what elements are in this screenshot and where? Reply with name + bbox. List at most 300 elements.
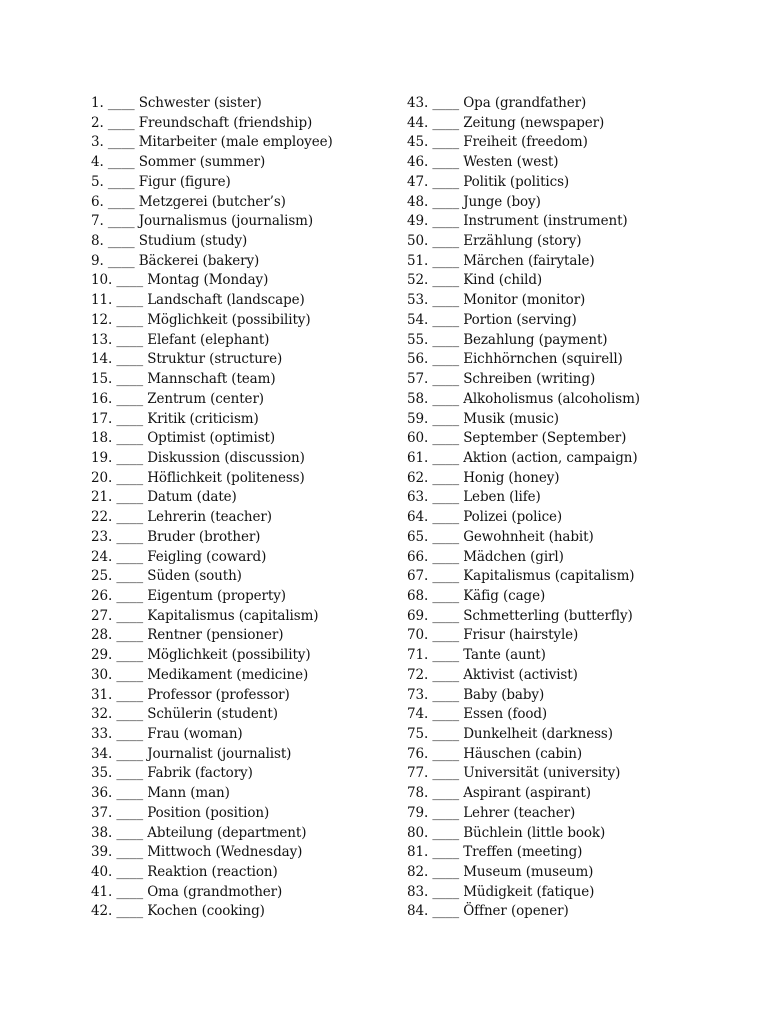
vocab-word: Schwester (sister): [138, 95, 262, 111]
entry-number: 6.: [91, 193, 104, 210]
answer-blank: ____: [107, 252, 135, 269]
vocab-word: Mitarbeiter (male employee): [138, 134, 333, 151]
entry-number: 20.: [91, 469, 113, 486]
entry-number: 70.: [407, 627, 429, 644]
vocab-entry: [407, 725, 640, 745]
entry-number: 2.: [91, 114, 104, 131]
vocab-entry: [407, 271, 640, 291]
vocab-entry: [407, 883, 640, 903]
vocab-word: Süden (south): [147, 568, 242, 585]
entry-number: 82.: [407, 864, 429, 881]
vocab-word: Lehrer (teacher): [463, 804, 576, 821]
answer-blank: ____: [432, 390, 459, 407]
vocab-word: Polizei (police): [463, 509, 563, 526]
answer-blank: ____: [432, 883, 459, 900]
entry-number: 33.: [91, 726, 113, 742]
vocab-word: Eichhörnchen (squirell): [463, 351, 623, 368]
vocab-entry: [91, 291, 333, 311]
entry-number: 23.: [91, 528, 113, 545]
vocab-word: Universität (university): [463, 765, 621, 782]
vocab-entry: [407, 94, 640, 114]
left-column-list: [91, 94, 333, 922]
vocab-entry: [91, 804, 333, 824]
entry-number: 16.: [91, 390, 113, 407]
answer-blank: ____: [116, 509, 143, 526]
vocab-entry: [407, 607, 640, 627]
answer-blank: ____: [107, 233, 135, 250]
vocab-entry: [91, 784, 333, 804]
vocab-word: Mädchen (girl): [463, 548, 564, 565]
answer-blank: ____: [432, 292, 459, 309]
entry-number: 54.: [407, 311, 429, 328]
answer-blank: ____: [116, 469, 143, 486]
vocab-word: Fabrik (factory): [147, 765, 253, 782]
vocab-word: Studium (study): [138, 233, 248, 250]
answer-blank: ____: [107, 213, 135, 230]
answer-blank: ____: [107, 95, 135, 111]
answer-blank: ____: [116, 489, 143, 506]
entry-number: 47.: [407, 173, 429, 190]
vocab-entry: [407, 469, 640, 489]
answer-blank: ____: [116, 292, 143, 309]
vocab-entry: [407, 133, 640, 153]
vocab-word: Aspirant (aspirant): [463, 785, 591, 802]
vocab-entry: [407, 153, 640, 173]
answer-blank: ____: [432, 331, 459, 348]
vocab-word: Kritik (criticism): [147, 410, 259, 427]
answer-blank: ____: [432, 765, 459, 782]
vocab-word: Portion (serving): [463, 311, 577, 328]
answer-blank: ____: [432, 154, 459, 171]
answer-blank: ____: [432, 568, 459, 585]
vocab-entry: [407, 429, 640, 449]
answer-blank: ____: [432, 607, 459, 624]
vocab-word: Montag (Monday): [147, 272, 269, 289]
vocab-entry: [407, 646, 640, 666]
vocab-entry: [407, 784, 640, 804]
vocab-word: Museum (museum): [463, 864, 594, 881]
entry-number: 69.: [407, 607, 429, 624]
vocab-entry: [407, 114, 640, 134]
entry-number: 46.: [407, 154, 429, 171]
entry-number: 84.: [407, 903, 429, 920]
vocab-word: Kapitalismus (capitalism): [463, 568, 635, 585]
vocab-word: Mann (man): [147, 785, 230, 802]
answer-blank: ____: [116, 745, 143, 762]
answer-blank: ____: [432, 272, 459, 289]
vocab-entry: [91, 488, 333, 508]
vocab-entry: [407, 843, 640, 863]
vocab-word: Medikament (medicine): [147, 666, 309, 683]
answer-blank: ____: [432, 666, 459, 683]
vocab-word: Büchlein (little book): [463, 824, 606, 841]
vocab-word: Mannschaft (team): [147, 371, 276, 388]
vocab-entry: [91, 469, 333, 489]
vocab-entry: [407, 173, 640, 193]
vocab-entry: [91, 350, 333, 370]
vocab-word: Sommer (summer): [138, 154, 266, 171]
vocab-word: Zeitung (newspaper): [463, 114, 605, 131]
entry-number: 80.: [407, 824, 429, 841]
entry-number: 56.: [407, 351, 429, 368]
entry-number: 12.: [91, 311, 113, 328]
vocab-word: Metzgerei (butcher’s): [138, 193, 286, 210]
vocab-word: Treffen (meeting): [463, 844, 583, 861]
answer-blank: ____: [432, 745, 459, 762]
entry-number: 58.: [407, 390, 429, 407]
answer-blank: ____: [432, 785, 459, 802]
vocab-entry: [407, 311, 640, 331]
answer-blank: ____: [116, 686, 143, 703]
vocab-entry: [91, 745, 333, 765]
vocab-word: Bruder (brother): [147, 528, 261, 545]
answer-blank: ____: [116, 627, 143, 644]
vocab-entry: [407, 252, 640, 272]
entry-number: 38.: [91, 824, 113, 841]
entry-number: 28.: [91, 627, 113, 644]
vocab-entry: [91, 705, 333, 725]
vocab-word: Journalismus (journalism): [138, 213, 314, 230]
vocab-entry: [91, 429, 333, 449]
vocab-word: Schreiben (writing): [463, 371, 596, 388]
answer-blank: ____: [432, 95, 459, 111]
vocab-word: Aktivist (activist): [463, 666, 578, 683]
vocab-entry: [91, 725, 333, 745]
vocab-word: Frau (woman): [147, 726, 243, 742]
entry-number: 68.: [407, 587, 429, 604]
vocab-entry: [407, 863, 640, 883]
vocab-word: Professor (professor): [147, 686, 290, 703]
answer-blank: ____: [107, 154, 135, 171]
vocab-word: Lehrerin (teacher): [147, 509, 272, 526]
vocab-entry: [91, 843, 333, 863]
vocab-word: Figur (figure): [138, 173, 231, 190]
entry-number: 74.: [407, 706, 429, 723]
vocab-entry: [407, 370, 640, 390]
vocab-word: Schülerin (student): [147, 706, 278, 723]
vocab-entry: [91, 331, 333, 351]
vocab-entry: [91, 902, 333, 922]
entry-number: 62.: [407, 469, 429, 486]
answer-blank: ____: [107, 193, 135, 210]
vocab-word: Häuschen (cabin): [463, 745, 583, 762]
vocab-word: Opa (grandfather): [463, 95, 587, 111]
answer-blank: ____: [116, 666, 143, 683]
answer-blank: ____: [432, 213, 459, 230]
entry-number: 44.: [407, 114, 429, 131]
answer-blank: ____: [116, 883, 143, 900]
answer-blank: ____: [432, 134, 459, 151]
answer-blank: ____: [116, 528, 143, 545]
answer-blank: ____: [116, 726, 143, 742]
vocab-entry: [91, 311, 333, 331]
entry-number: 67.: [407, 568, 429, 585]
vocab-entry: [407, 508, 640, 528]
vocab-word: Musik (music): [463, 410, 559, 427]
entry-number: 49.: [407, 213, 429, 230]
entry-number: 3.: [91, 134, 104, 151]
entry-number: 51.: [407, 252, 429, 269]
entry-number: 50.: [407, 233, 429, 250]
entry-number: 13.: [91, 331, 113, 348]
answer-blank: ____: [116, 785, 143, 802]
vocab-entry: [407, 331, 640, 351]
vocab-entry: [407, 449, 640, 469]
answer-blank: ____: [432, 173, 459, 190]
entry-number: 7.: [91, 213, 104, 230]
vocab-word: Elefant (elephant): [147, 331, 270, 348]
entry-number: 15.: [91, 371, 113, 388]
entry-number: 8.: [91, 233, 104, 250]
entry-number: 72.: [407, 666, 429, 683]
vocab-entry: [407, 764, 640, 784]
vocab-word: Gewohnheit (habit): [463, 528, 594, 545]
vocab-entry: [91, 607, 333, 627]
vocab-word: Erzählung (story): [463, 233, 582, 250]
vocab-entry: [407, 567, 640, 587]
vocab-entry: [91, 271, 333, 291]
vocab-entry: [91, 370, 333, 390]
answer-blank: ____: [116, 272, 143, 289]
vocab-word: Möglichkeit (possibility): [147, 647, 311, 664]
answer-blank: ____: [432, 193, 459, 210]
vocab-word: Struktur (structure): [147, 351, 283, 368]
vocab-entry: [91, 626, 333, 646]
entry-number: 39.: [91, 844, 113, 861]
entry-number: 5.: [91, 173, 104, 190]
entry-number: 32.: [91, 706, 113, 723]
answer-blank: ____: [432, 449, 459, 466]
answer-blank: ____: [116, 410, 143, 427]
entry-number: 19.: [91, 449, 113, 466]
entry-number: 40.: [91, 864, 113, 881]
vocab-entry: [407, 902, 640, 922]
vocab-entry: [91, 252, 333, 272]
entry-number: 48.: [407, 193, 429, 210]
vocab-entry: [91, 587, 333, 607]
vocab-entry: [91, 508, 333, 528]
answer-blank: ____: [107, 173, 135, 190]
answer-blank: ____: [116, 331, 143, 348]
entry-number: 52.: [407, 272, 429, 289]
vocab-word: Journalist (journalist): [147, 745, 292, 762]
answer-blank: ____: [116, 706, 143, 723]
vocab-entry: [91, 410, 333, 430]
vocab-word: Abteilung (department): [147, 824, 307, 841]
entry-number: 37.: [91, 804, 113, 821]
answer-blank: ____: [432, 804, 459, 821]
entry-number: 66.: [407, 548, 429, 565]
vocab-entry: [91, 686, 333, 706]
vocab-entry: [91, 528, 333, 548]
answer-blank: ____: [432, 706, 459, 723]
vocab-word: Öffner (opener): [463, 903, 569, 920]
vocab-entry: [407, 824, 640, 844]
vocab-word: Höflichkeit (politeness): [147, 469, 305, 486]
vocab-word: Datum (date): [147, 489, 237, 506]
entry-number: 26.: [91, 587, 113, 604]
vocab-word: Instrument (instrument): [463, 213, 628, 230]
vocab-entry: [91, 863, 333, 883]
answer-blank: ____: [116, 351, 143, 368]
answer-blank: ____: [116, 903, 143, 920]
vocab-entry: [407, 705, 640, 725]
entry-number: 17.: [91, 410, 113, 427]
answer-blank: ____: [432, 844, 459, 861]
answer-blank: ____: [107, 114, 135, 131]
answer-blank: ____: [432, 371, 459, 388]
entry-number: 4.: [91, 154, 104, 171]
answer-blank: ____: [116, 587, 143, 604]
entry-number: 63.: [407, 489, 429, 506]
entry-number: 76.: [407, 745, 429, 762]
vocab-entry: [91, 883, 333, 903]
vocab-word: Kochen (cooking): [147, 903, 265, 920]
entry-number: 31.: [91, 686, 113, 703]
answer-blank: ____: [432, 252, 459, 269]
entry-number: 30.: [91, 666, 113, 683]
vocab-entry: [407, 745, 640, 765]
answer-blank: ____: [116, 824, 143, 841]
vocab-word: Monitor (monitor): [463, 292, 586, 309]
vocab-entry: [407, 666, 640, 686]
answer-blank: ____: [116, 311, 143, 328]
entry-number: 10.: [91, 272, 113, 289]
vocab-entry: [407, 626, 640, 646]
answer-blank: ____: [116, 864, 143, 881]
vocab-entry: [91, 824, 333, 844]
answer-blank: ____: [432, 587, 459, 604]
answer-blank: ____: [432, 311, 459, 328]
answer-blank: ____: [432, 410, 459, 427]
vocab-word: Leben (life): [463, 489, 541, 506]
vocab-word: Kind (child): [463, 272, 543, 289]
vocab-word: Essen (food): [463, 706, 548, 723]
entry-number: 11.: [91, 292, 113, 309]
vocab-entry: [407, 488, 640, 508]
vocab-entry: [407, 587, 640, 607]
vocab-entry: [91, 764, 333, 784]
vocab-entry: [91, 548, 333, 568]
vocab-entry: [407, 804, 640, 824]
entry-number: 36.: [91, 785, 113, 802]
vocab-word: Freundschaft (friendship): [138, 114, 313, 131]
vocab-word: Honig (honey): [463, 469, 560, 486]
vocab-word: Landschaft (landscape): [147, 292, 305, 309]
entry-number: 59.: [407, 410, 429, 427]
vocab-entry: [407, 193, 640, 213]
entry-number: 9.: [91, 252, 104, 269]
vocab-word: Märchen (fairytale): [463, 252, 595, 269]
answer-blank: ____: [107, 134, 135, 151]
answer-blank: ____: [432, 509, 459, 526]
answer-blank: ____: [432, 548, 459, 565]
answer-blank: ____: [432, 233, 459, 250]
vocab-word: September (September): [463, 430, 627, 447]
answer-blank: ____: [116, 647, 143, 664]
vocab-entry: [407, 410, 640, 430]
entry-number: 77.: [407, 765, 429, 782]
vocab-entry: [407, 350, 640, 370]
vocab-entry: [91, 133, 333, 153]
answer-blank: ____: [116, 765, 143, 782]
vocab-word: Bezahlung (payment): [463, 331, 608, 348]
vocab-entry: [407, 686, 640, 706]
vocab-word: Mittwoch (Wednesday): [147, 844, 303, 861]
entry-number: 71.: [407, 647, 429, 664]
entry-number: 43.: [407, 95, 429, 111]
entry-number: 75.: [407, 726, 429, 742]
entry-number: 53.: [407, 292, 429, 309]
entry-number: 21.: [91, 489, 113, 506]
vocab-word: Westen (west): [463, 154, 559, 171]
answer-blank: ____: [432, 903, 459, 920]
entry-number: 73.: [407, 686, 429, 703]
entry-number: 18.: [91, 430, 113, 447]
vocab-entry: [91, 153, 333, 173]
vocab-word: Rentner (pensioner): [147, 627, 284, 644]
entry-number: 25.: [91, 568, 113, 585]
entry-number: 42.: [91, 903, 113, 920]
answer-blank: ____: [432, 489, 459, 506]
vocab-word: Käfig (cage): [463, 587, 546, 604]
vocab-word: Diskussion (discussion): [147, 449, 305, 466]
vocab-entry: [407, 390, 640, 410]
vocab-word: Position (position): [147, 804, 270, 821]
answer-blank: ____: [432, 627, 459, 644]
vocab-entry: [91, 94, 333, 114]
entry-number: 78.: [407, 785, 429, 802]
vocab-entry: [407, 548, 640, 568]
entry-number: 29.: [91, 647, 113, 664]
answer-blank: ____: [116, 371, 143, 388]
vocab-word: Zentrum (center): [147, 390, 264, 407]
answer-blank: ____: [116, 430, 143, 447]
vocab-word: Eigentum (property): [147, 587, 286, 604]
vocab-word: Dunkelheit (darkness): [463, 726, 613, 742]
vocab-entry: [91, 646, 333, 666]
answer-blank: ____: [432, 528, 459, 545]
vocab-entry: [91, 666, 333, 686]
vocab-word: Aktion (action, campaign): [463, 449, 638, 466]
vocab-word: Schmetterling (butterfly): [463, 607, 633, 624]
entry-number: 22.: [91, 509, 113, 526]
entry-number: 57.: [407, 371, 429, 388]
right-column-list: [407, 94, 640, 922]
entry-number: 35.: [91, 765, 113, 782]
entry-number: 1.: [91, 95, 104, 111]
vocab-entry: [91, 390, 333, 410]
entry-number: 34.: [91, 745, 113, 762]
answer-blank: ____: [432, 686, 459, 703]
answer-blank: ____: [432, 824, 459, 841]
vocab-word: Kapitalismus (capitalism): [147, 607, 319, 624]
vocab-entry: [407, 528, 640, 548]
answer-blank: ____: [116, 844, 143, 861]
answer-blank: ____: [432, 647, 459, 664]
vocab-word: Frisur (hairstyle): [463, 627, 579, 644]
entry-number: 24.: [91, 548, 113, 565]
entry-number: 83.: [407, 883, 429, 900]
vocab-word: Freiheit (freedom): [463, 134, 588, 151]
answer-blank: ____: [432, 469, 459, 486]
entry-number: 65.: [407, 528, 429, 545]
entry-number: 79.: [407, 804, 429, 821]
vocab-entry: [407, 291, 640, 311]
answer-blank: ____: [116, 548, 143, 565]
answer-blank: ____: [432, 726, 459, 742]
answer-blank: ____: [432, 351, 459, 368]
